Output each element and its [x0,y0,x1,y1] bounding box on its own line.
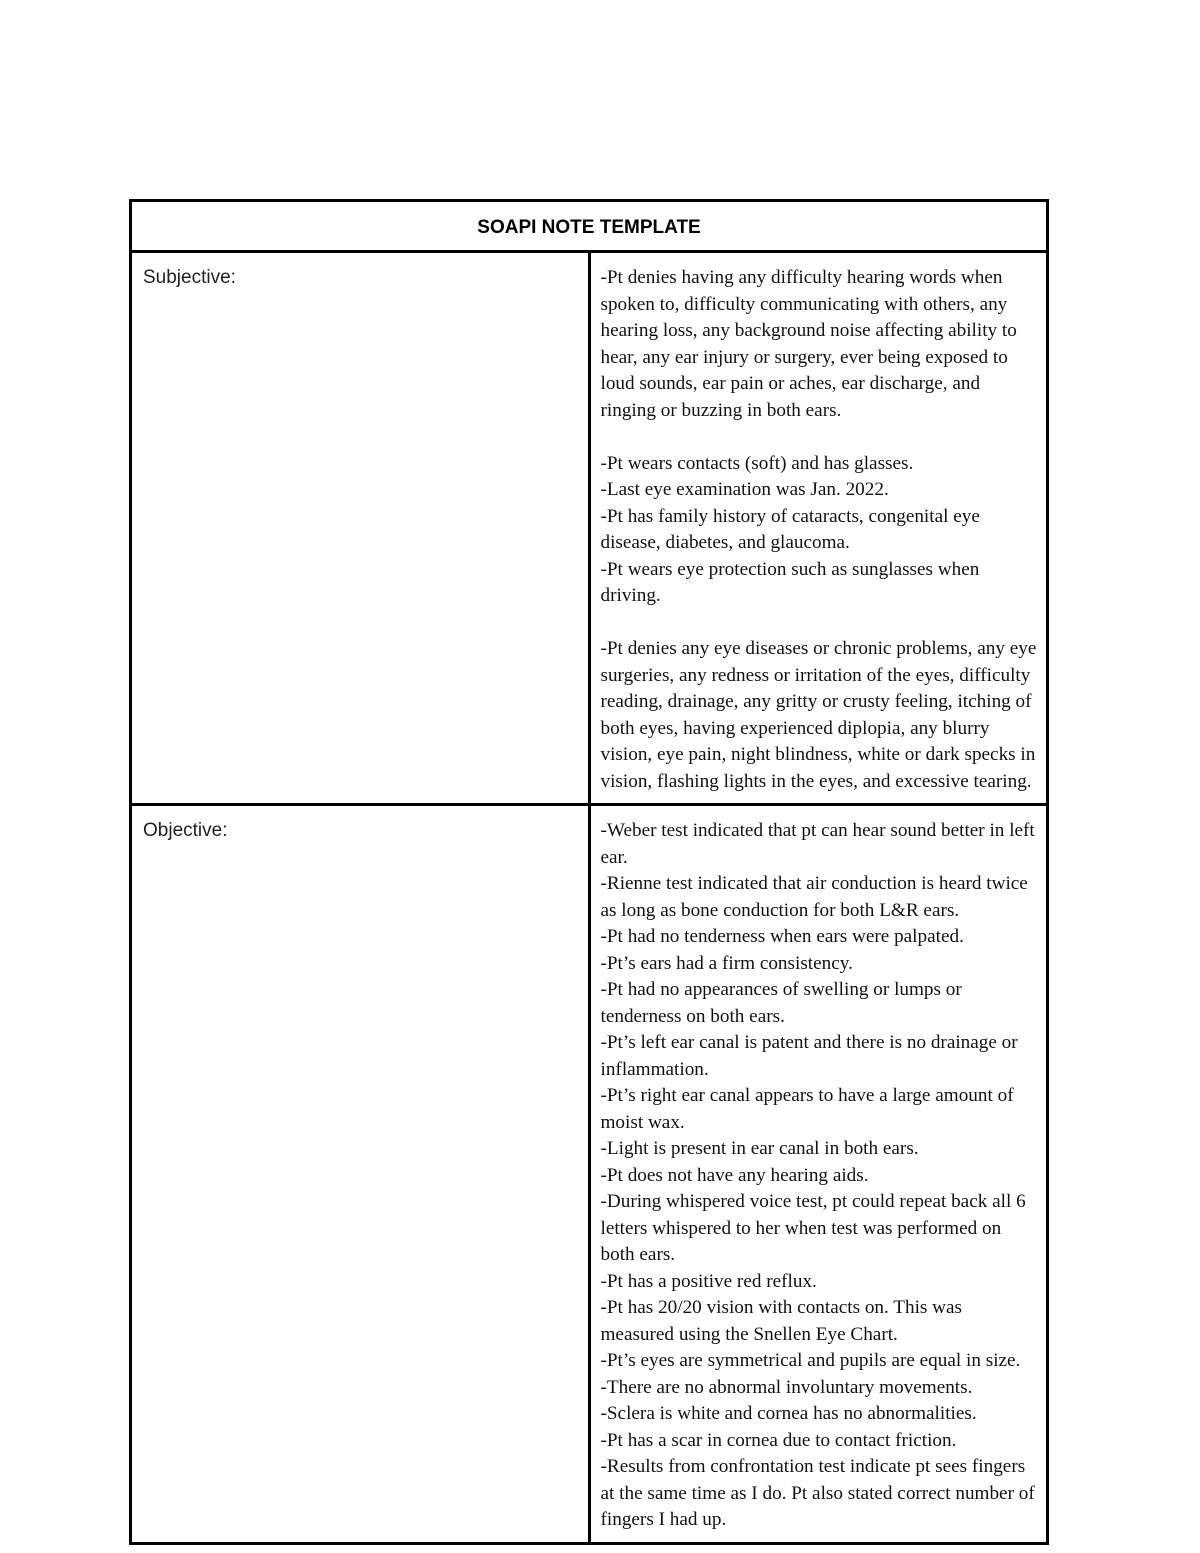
objective-line: -Rienne test indicated that air conduction is heard twice as long as bone conduction for both L&R ears. [600,873,1028,921]
objective-line: -There are no abnormal involuntary movements. [600,1376,973,1398]
subjective-row [131,252,1048,805]
objective-line: -Pt had no tenderness when ears were palpated. [600,926,964,947]
objective-line: -Light is present in ear canal in both ears. [600,1138,919,1159]
objective-line: -Weber test indicated that pt can hear sound better in left ear. [600,820,1035,868]
subjective-line: -Pt wears contacts (soft) and has glasses. [600,452,914,474]
objective-line: -Results from confrontation test indicate pt sees fingers at the same time as I do. Pt also stated correct number of fingers I had up. [600,1456,1035,1530]
objective-line: -Pt’s left ear canal is patent and there is no drainage or inflammation. [600,1032,1018,1080]
title-row [131,201,1048,252]
objective-line: -Pt does not have any hearing aids. [600,1164,869,1186]
subjective-line: -Pt wears eye protection such as sunglasses when driving. [600,558,980,606]
objective-label: Objective: [131,805,590,1544]
subjective-paragraph-3: -Pt denies any eye diseases or chronic problems, any eye surgeries, any redness or irritation of the eyes, difficulty reading, drainage, any gritty or crusty feeling, itching of both eyes, having experienced diplopia, any blurry vision, eye pain, night blindness, white or dark specks in vision, flashing lights in the eyes, and excessive tearing. [600,638,1037,792]
paragraph-gap [601,610,1039,637]
subjective-line: -Last eye examination was Jan. 2022. [600,479,889,500]
soapi-note-table [129,199,1049,1545]
subjective-paragraph-1: -Pt denies having any difficulty hearing words when spoken to, difficulty communicating with others, any hearing loss, any background noise affecting ability to hear, any ear injury or surgery, ever being exposed to loud sounds, ear pain or aches, ear discharge, and ringing or buzzing in both ears. [600,267,1017,421]
objective-line: -During whispered voice test, pt could repeat back all 6 letters whispered to her when test was performed on both ears. [600,1191,1026,1265]
objective-line: -Pt has 20/20 vision with contacts on. This was measured using the Snellen Eye Chart. [600,1297,963,1345]
objective-line: -Sclera is white and cornea has no abnormalities. [600,1403,977,1424]
subjective-line: -Pt has family history of cataracts, congenital eye disease, diabetes, and glaucoma. [600,505,980,553]
objective-line: -Pt has a positive red reflux. [600,1270,817,1292]
subjective-label: Subjective: [131,252,590,805]
objective-content [589,805,1048,1544]
objective-line: -Pt’s ears had a firm consistency. [600,952,853,974]
objective-line: -Pt’s eyes are symmetrical and pupils are equal in size. [600,1350,1021,1371]
paragraph-gap [601,424,1039,451]
objective-line: -Pt had no appearances of swelling or lumps or tenderness on both ears. [600,979,962,1027]
table-title: SOAPI NOTE TEMPLATE [131,201,1048,252]
objective-row [131,805,1048,1544]
objective-line: -Pt has a scar in cornea due to contact friction. [600,1429,957,1451]
subjective-content [589,252,1048,805]
objective-line: -Pt’s right ear canal appears to have a large amount of moist wax. [600,1085,1014,1133]
